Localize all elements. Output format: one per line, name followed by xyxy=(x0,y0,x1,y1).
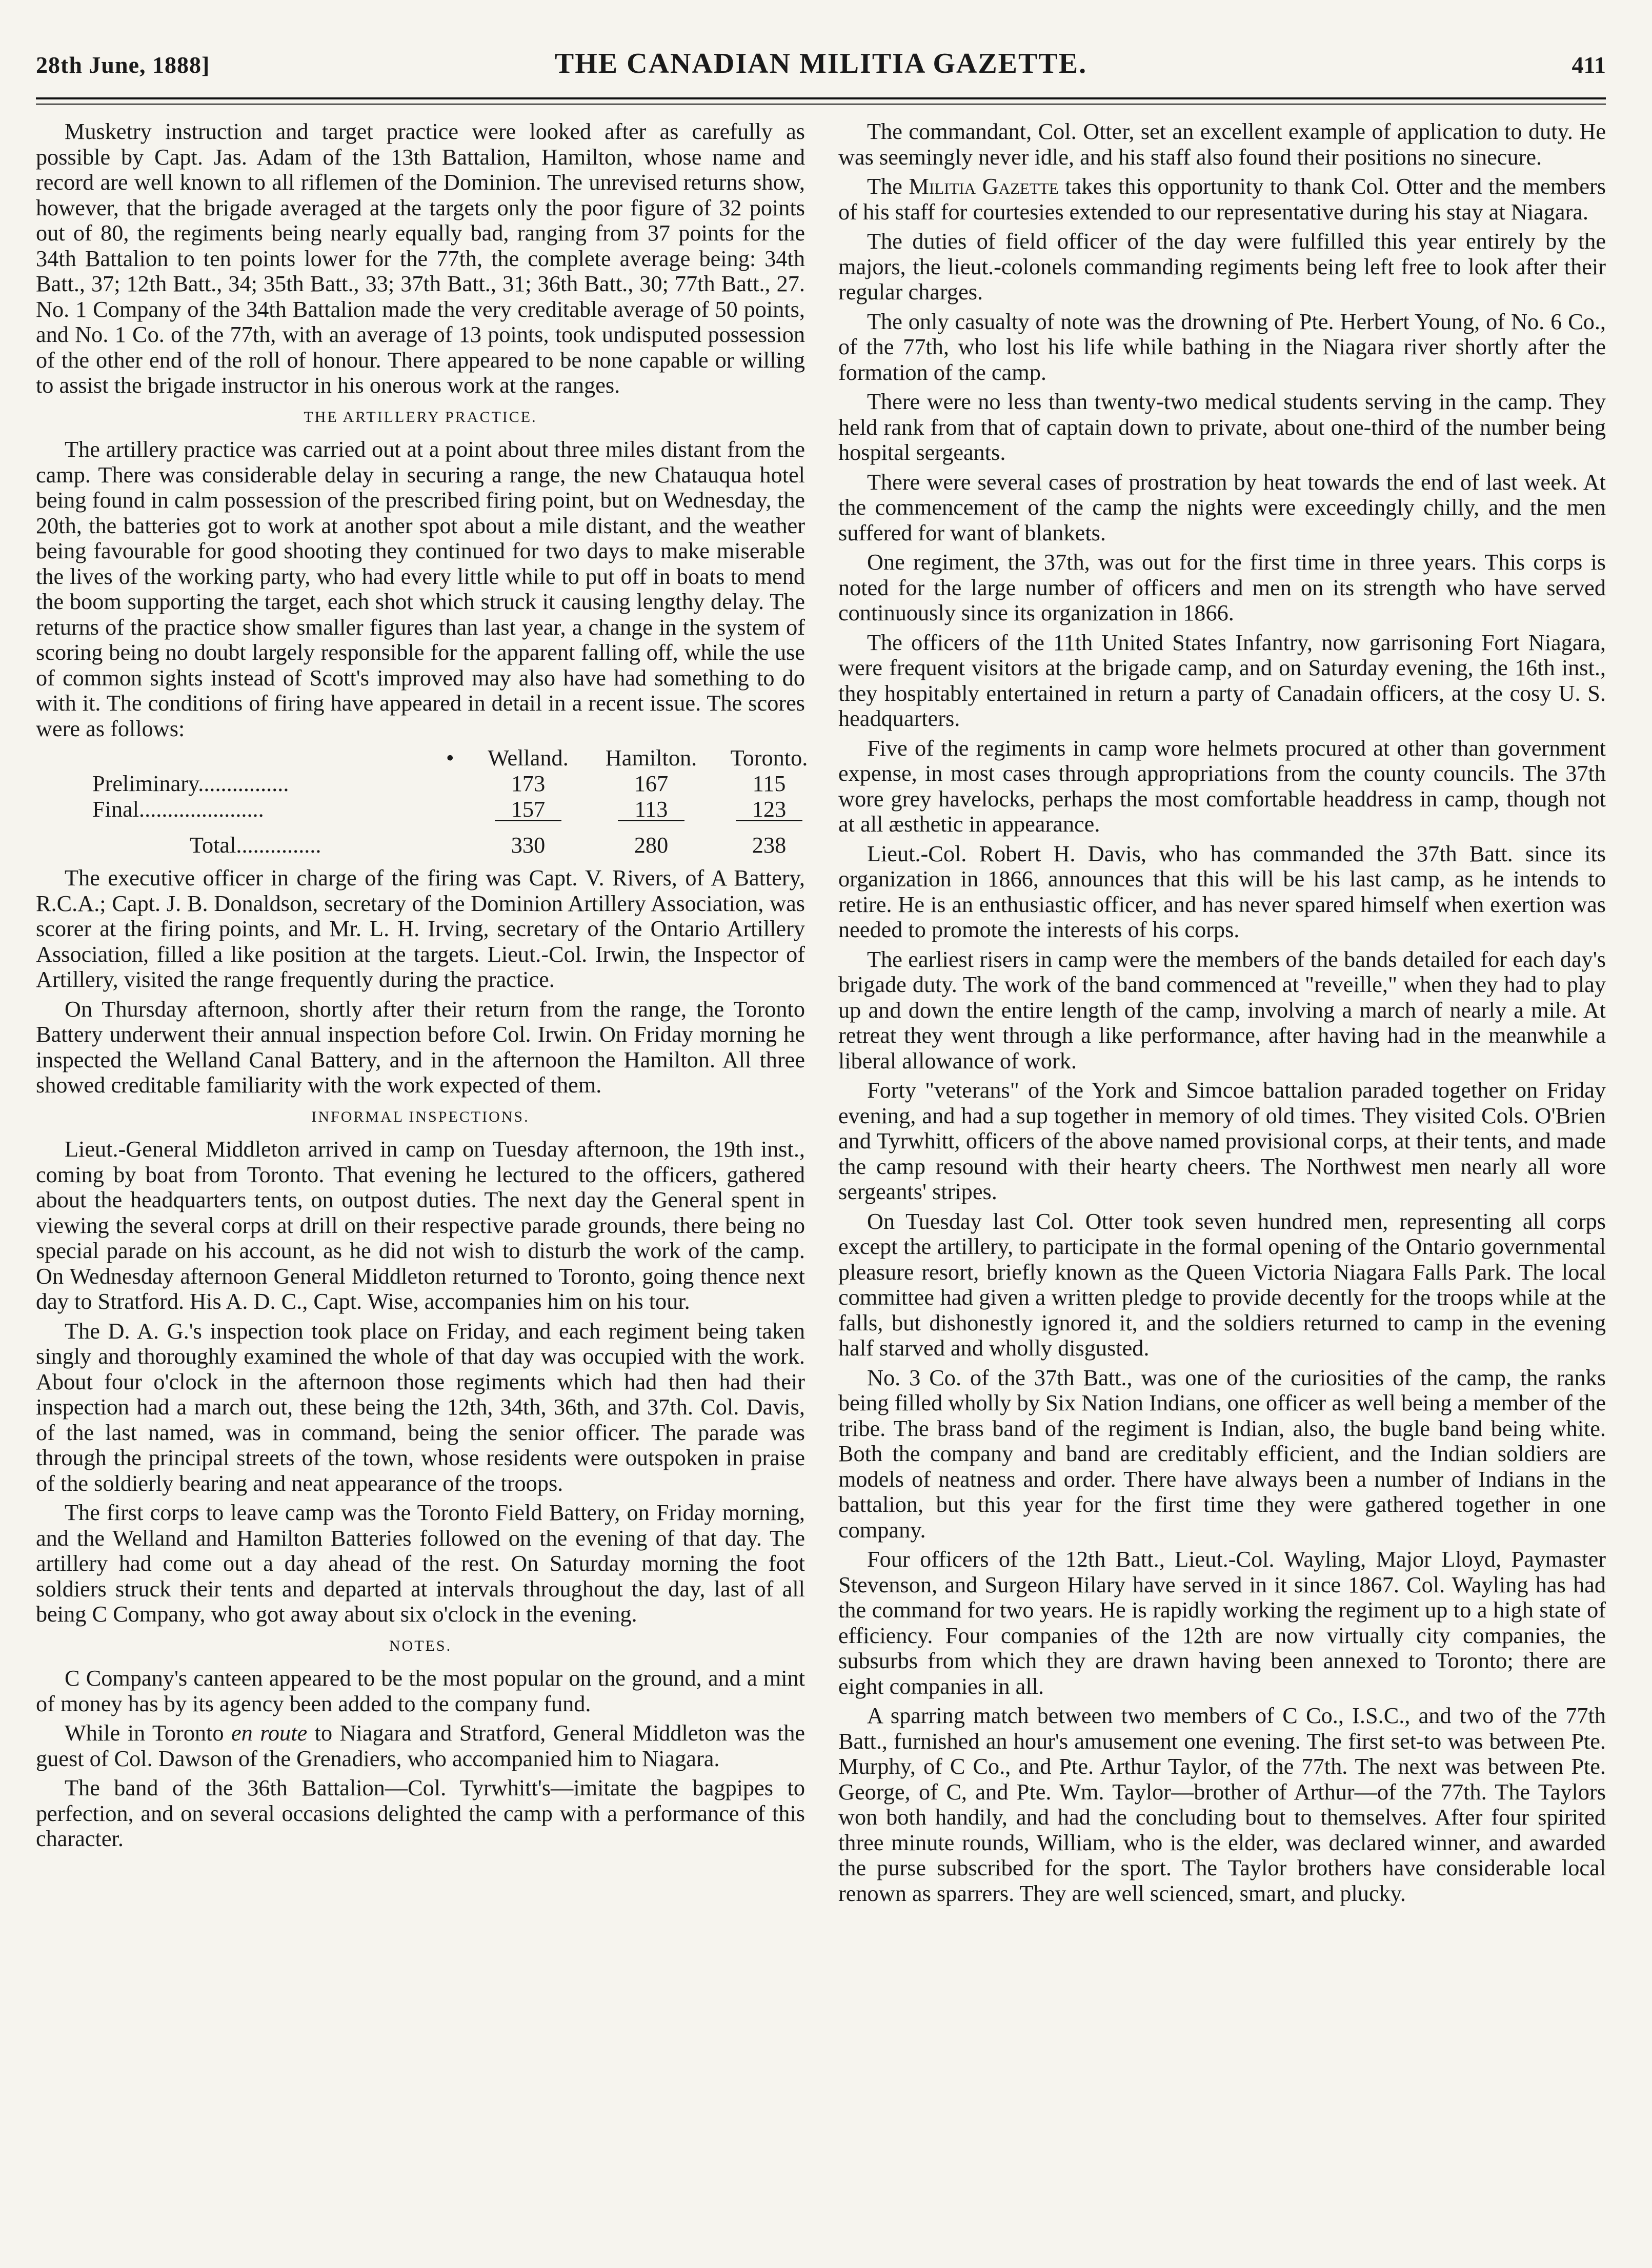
italic-text: en route xyxy=(231,1720,308,1746)
paragraph-executive-officer: The executive officer in charge of the firing was Capt. V. Rivers, of A Battery, R.C.A.; Capt. J. B. Donaldson, secretary of the Dominion Artillery Association, was scorer at the firing points, and Mr. L. H. Irving, secretary of the Ontario Artillery Association, filled a like position at the targets. Lieut.-Col. Irwin, the Inspector of Artillery, visited the range frequently during the practice. xyxy=(36,865,805,992)
header-rule-thin xyxy=(36,104,1606,105)
text-run: takes this opportunity to thank Col. Otter and the members of his staff for courtesies extended to our representative during his stay at Niagara. xyxy=(838,174,1606,225)
paragraph-commandant: The commandant, Col. Otter, set an excellent example of application to duty. He was seemingly never idle, and his staff also found their positions no sinecure. xyxy=(838,119,1606,170)
paragraph-casualty: The only casualty of note was the drowning of Pte. Herbert Young, of No. 6 Co., of the 77th, who lost his life while bathing in the Niagara river shortly after the formation of the camp. xyxy=(838,309,1606,385)
paragraph-toronto xyxy=(36,1720,805,1771)
scores-header-row xyxy=(36,745,808,771)
scores-cell: 173 xyxy=(511,771,546,796)
page-number: 411 xyxy=(1572,52,1606,78)
publication-title: THE CANADIAN MILITIA GAZETTE. xyxy=(554,48,1087,79)
paragraph-tuesday: On Tuesday last Col. Otter took seven hundred men, representing all corps except the artillery, to participate in the formal opening of the Ontario governmental pleasure resort, briefly known as the Queen Victoria Niagara Falls Park. The local committee had given a written pledge to provide decently for the troops while at the falls, but dishonestly ignored it, and the soldiers returned to camp in the evening half starved and wholly disgusted. xyxy=(838,1208,1606,1361)
text-run: to Niagara and Stratford, General Middleton was the guest of Col. Dawson of the Grenadiers, who accompanied him to Niagara. xyxy=(36,1720,805,1771)
paragraph-thursday: On Thursday afternoon, shortly after their return from the range, the Toronto Battery underwent their annual inspection before Col. Irwin. On Friday morning he inspected the Welland Canal Battery, and in the afternoon the Hamilton. All three showed creditable familiarity with the work expected of them. xyxy=(36,996,805,1098)
scores-table xyxy=(36,745,808,858)
paragraph-veterans: Forty "veterans" of the York and Simcoe battalion paraded together on Friday evening, and had a sup together in memory of old times. They visited Cols. O'Brien and Tyrwhitt, officers of the above named provisional corps, at their tents, and made the camp resound with their hearty cheers. The Northwest men nearly all wore sergeants' stripes. xyxy=(838,1078,1606,1204)
scores-cell: 167 xyxy=(634,771,669,796)
paragraph-field-officer: The duties of field officer of the day were fulfilled this year entirely by the majors, the lieut.-colonels commanding regiments being left free to look after their regular charges. xyxy=(838,229,1606,305)
scores-cell: 123 xyxy=(752,797,787,822)
paragraph-musketry: Musketry instruction and target practice were looked after as carefully as possible by Capt. Jas. Adam of the 13th Battalion, Hamilton, whose name and record are well known to all riflemen of the Dominion. The unrevised returns show, however, that the brigade averaged at the targets only the poor figure of 32 points out of 80, the regiments being nearly equally bad, ranging from 37 points for the 34th Battalion to ten points lower for the 77th, the complete average being: 34th Batt., 37; 12th Batt., 34; 35th Batt., 33; 37th Batt., 31; 36th Batt., 30; 77th Batt., 27. No. 1 Company of the 34th Battalion made the very creditable average of 50 points, and No. 1 Co. of the 77th, with an average of 13 points, took undisputed possession of the other end of the roll of honour. There appeared to be none capable or willing to assist the brigade instructor in his onerous work at the ranges. xyxy=(36,119,805,398)
scores-row-label: Final...................... xyxy=(92,797,264,822)
paragraph-sparring: A sparring match between two members of C Co., I.S.C., and two of the 77th Batt., furnished an hour's amusement one evening. The first set-to was between Pte. Murphy, of C Co., and Pte. Arthur Taylor, of the 77th. The next was between Pte. George, of C, and Pte. Wm. Taylor—brother of Arthur—of the 77th. The Taylors won both handily, and had the concluding bout to themselves. After four spirited three minute rounds, William, who is the elder, was declared winner, and awarded the purse subscribed for the sport. The Taylor brothers have considerable local renown as sparrers. They are well scienced, smart, and plucky. xyxy=(838,1703,1606,1906)
left-column xyxy=(36,119,808,1856)
scores-cell: 115 xyxy=(752,771,786,796)
scores-column-header: Toronto. xyxy=(730,745,808,771)
paragraph-artillery: The artillery practice was carried out at a point about three miles distant from the camp. There was considerable delay in securing a range, the new Chatauqua hotel being found in calm possession of the prescribed firing point, but on Wednesday, the 20th, the batteries got to work at another spot about a mile distant, and the weather being favourable for good shooting they continued for two days to make miserable the lives of the working party, who had every little while to put off in boats to mend the boom supporting the target, each shot which struck it causing lengthy delay. The returns of the practice show smaller figures than last year, a change in the system of scoring being no doubt largely responsible for the apparent falling off, while the use of common sights instead of Scott's improved may also have had something to do with it. The conditions of firing have appeared in detail in a recent issue. The scores were as follows: xyxy=(36,437,805,741)
section-heading-notes: NOTES. xyxy=(389,1637,452,1654)
paragraph-no3-company: No. 3 Co. of the 37th Batt., was one of the curiosities of the camp, the ranks being filled wholly by Six Nation Indians, one officer as well being a member of the tribe. The brass band of the regiment is Indian, also, the bugle band being white. Both the company and band are creditably efficient, and the Indian soldiers are models of neatness and order. There have always been a number of Indians in the battalion, but this year for the first time they were gathered together in one company. xyxy=(838,1365,1606,1543)
paragraph-heat: There were several cases of prostration by heat towards the end of last week. At the commencement of the camp the nights were exceedingly chilly, and the men suffered for want of blankets. xyxy=(838,469,1606,545)
scores-row-label: Preliminary................ xyxy=(92,771,289,796)
paragraph-first-corps: The first corps to leave camp was the Toronto Field Battery, on Friday morning, and the Welland and Hamilton Batteries followed on the evening of that day. The artillery had come out a day ahead of the rest. On Saturday morning the foot soldiers struck their tents and departed at intervals throughout the day, last of all being C Company, who got away about six o'clock in the evening. xyxy=(36,1500,805,1627)
paragraph-us-infantry: The officers of the 11th United States Infantry, now garrisoning Fort Niagara, were frequent visitors at the brigade camp, and on Saturday evening, the 16th inst., they hospitably entertained in return a party of Canadain officers, at the cosy U. S. headquarters. xyxy=(838,630,1606,731)
scores-total-row xyxy=(36,833,805,858)
paragraph-davis: Lieut.-Col. Robert H. Davis, who has commanded the 37th Batt. since its organization in 1866, announces that this will be his last camp, as he intends to retire. He is an enthusiastic officer, and has never spared himself when exertion was needed to promote the interests of his corps. xyxy=(838,841,1606,942)
scores-row xyxy=(36,797,805,822)
paragraph-37th: One regiment, the 37th, was out for the first time in three years. This corps is noted for the large number of officers and men on its strength who have served continuously since its organization in 1866. xyxy=(838,550,1606,625)
scores-bullet: • xyxy=(446,745,454,771)
scores-cell: 157 xyxy=(511,797,546,822)
scores-column-header: Welland. xyxy=(488,745,569,771)
paragraph-medical-students: There were no less than twenty-two medical students serving in the camp. They held rank from that of captain down to private, about one-third of the number being hospital sergeants. xyxy=(838,389,1606,465)
scores-total-cell: 280 xyxy=(634,833,669,858)
scores-total-label: Total............... xyxy=(190,833,321,858)
sum-rule xyxy=(618,820,684,821)
paragraph-middleton: Lieut.-General Middleton arrived in camp on Tuesday afternoon, the 19th inst., coming by boat from Toronto. That evening he lectured to the officers, gathered about the headquarters tents, on outpost duties. The next day the General spent in viewing the several corps at drill on their respective parade grounds, there being no special parade on his account, as he did not wish to disturb the work of the camp. On Wednesday afternoon General Middleton returned to Toronto, going thence next day to Stratford. His A. D. C., Capt. Wise, accompanies him on his tour. xyxy=(36,1137,805,1314)
section-heading-informal: INFORMAL INSPECTIONS. xyxy=(311,1108,530,1125)
section-heading-artillery: THE ARTILLERY PRACTICE. xyxy=(304,408,537,426)
scores-row xyxy=(36,771,805,797)
paragraph-early-risers: The earliest risers in camp were the members of the bands detailed for each day's brigade duty. The work of the band commenced at "reveille," when they had to play up and down the entire length of the camp, involving a march of nearly a mile. At retreat they went through a like performance, after having had in the meanwhile a liberal allowance of work. xyxy=(838,946,1606,1074)
paragraph-band: The band of the 36th Battalion—Col. Tyrwhitt's—imitate the bagpipes to perfection, and on several occasions delighted the camp with a performance of this character. xyxy=(36,1775,805,1851)
text-run: While in Toronto xyxy=(65,1720,231,1746)
paragraph-gazette-thanks xyxy=(838,174,1606,225)
right-column xyxy=(838,119,1606,1910)
paragraph-four-officers: Four officers of the 12th Batt., Lieut.-Col. Wayling, Major Lloyd, Paymaster Stevenson, and Surgeon Hilary have served in it since 1867. Col. Wayling has had the command for two years. He is rapidly working the regiment up to a high state of efficiency. Four companies of the 12th are now virtually city companies, the subsurbs from which they are drawn having been annexed to Toronto; there are eight companies in all. xyxy=(838,1547,1606,1699)
scores-column-header: Hamilton. xyxy=(605,745,697,771)
sum-rule xyxy=(736,820,802,821)
scores-total-cell: 238 xyxy=(752,833,787,858)
paragraph-dag-inspection: The D. A. G.'s inspection took place on Friday, and each regiment being taken singly and thoroughly examined the whole of that day was occupied with the work. About four o'clock in the afternoon those regiments which had then had their inspection had a march out, these being the 12th, 34th, 36th, and 37th. Col. Davis, of the last named, was in command, being the senior officer. The parade was through the principal streets of the town, whose residents were outspoken in praise of the soldierly bearing and neat appearance of the troops. xyxy=(36,1318,805,1496)
scores-total-cell: 330 xyxy=(511,833,546,858)
paragraph-helmets: Five of the regiments in camp wore helmets procured at other than government expense, in most cases through appropriations from the county councils. The 37th wore grey havelocks, perhaps the most comfortable headdress in camp, though not at all æsthetic in appearance. xyxy=(838,735,1606,837)
header-rule-thick xyxy=(36,97,1606,99)
small-caps-text: Militia Gazette xyxy=(909,174,1059,199)
page-header xyxy=(36,45,1606,91)
text-run: The xyxy=(867,174,909,199)
scores-cell: 113 xyxy=(634,797,668,822)
paragraph-canteen: C Company's canteen appeared to be the most popular on the ground, and a mint of money has by its agency been added to the company fund. xyxy=(36,1666,805,1716)
header-date: 28th June, 1888] xyxy=(36,52,210,78)
sum-rule xyxy=(495,820,561,821)
